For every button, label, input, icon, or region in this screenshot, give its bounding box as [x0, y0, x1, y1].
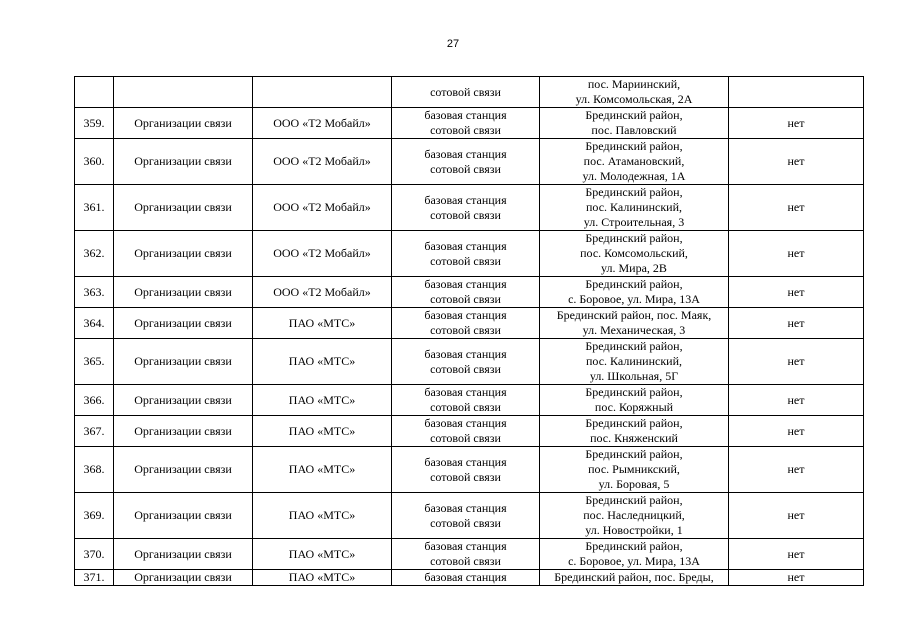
row-number	[75, 77, 114, 108]
address-line: Брединский район,	[585, 277, 683, 291]
object-line: базовая станция	[424, 454, 507, 469]
category-cell: Организации связи	[114, 339, 253, 385]
address-line: Брединский район,	[585, 447, 683, 461]
row-number: 365.	[75, 339, 114, 385]
object-line: базовая станция	[424, 570, 507, 584]
address-line: ул. Механическая, 3	[582, 323, 686, 337]
table-row	[75, 416, 864, 447]
status-cell: нет	[729, 231, 864, 277]
status-cell: нет	[729, 570, 864, 586]
address-cell	[540, 570, 729, 586]
table-row	[75, 447, 864, 493]
category-cell: Организации связи	[114, 185, 253, 231]
object-cell	[392, 277, 540, 308]
object-line: базовая станция	[424, 277, 507, 291]
status-cell	[729, 77, 864, 108]
address-line: Брединский район,	[585, 231, 683, 245]
address-line: Брединский район,	[585, 539, 683, 553]
registry-table	[74, 76, 864, 586]
address-cell	[540, 139, 729, 185]
address-line: Брединский район, пос. Бреды,	[554, 570, 714, 584]
registry-table-body	[75, 77, 864, 586]
object-cell	[392, 77, 540, 108]
table-row	[75, 339, 864, 385]
organization-cell: ПАО «МТС»	[253, 339, 392, 385]
status-cell: нет	[729, 308, 864, 339]
object-line: базовая станция	[424, 192, 507, 207]
address-line: пос. Атамановский,	[583, 154, 685, 168]
organization-cell: ООО «Т2 Мобайл»	[253, 108, 392, 139]
address-cell	[540, 539, 729, 570]
status-cell: нет	[729, 416, 864, 447]
address-line: ул. Строительная, 3	[583, 215, 685, 229]
address-line: Брединский район,	[585, 185, 683, 199]
status-cell: нет	[729, 339, 864, 385]
object-line: сотовой связи	[430, 361, 501, 376]
object-line: базовая станция	[424, 346, 507, 361]
object-line: базовая станция	[424, 416, 507, 430]
table-row	[75, 570, 864, 586]
object-line: базовая станция	[424, 238, 507, 253]
organization-cell	[253, 77, 392, 108]
organization-cell: ООО «Т2 Мобайл»	[253, 185, 392, 231]
row-number: 359.	[75, 108, 114, 139]
object-cell	[392, 493, 540, 539]
row-number: 369.	[75, 493, 114, 539]
table-row	[75, 308, 864, 339]
address-line: пос. Мариинский,	[587, 77, 681, 91]
status-cell: нет	[729, 493, 864, 539]
object-line: базовая станция	[424, 308, 507, 322]
row-number: 361.	[75, 185, 114, 231]
address-line: пос. Павловский	[591, 123, 677, 137]
address-line: Брединский район,	[585, 339, 683, 353]
address-line: пос. Коряжный	[594, 400, 674, 414]
object-line: сотовой связи	[430, 554, 501, 568]
address-line: пос. Комсомольский,	[580, 246, 688, 260]
row-number: 370.	[75, 539, 114, 570]
table-row	[75, 77, 864, 108]
address-cell	[540, 108, 729, 139]
organization-cell: ООО «Т2 Мобайл»	[253, 277, 392, 308]
category-cell: Организации связи	[114, 447, 253, 493]
address-line: ул. Новостройки, 1	[585, 523, 683, 537]
organization-cell: ПАО «МТС»	[253, 447, 392, 493]
address-line: Брединский район,	[585, 139, 683, 153]
organization-cell: ООО «Т2 Мобайл»	[253, 231, 392, 277]
object-line: сотовой связи	[430, 323, 501, 337]
address-line: ул. Мира, 2В	[601, 261, 667, 275]
category-cell: Организации связи	[114, 277, 253, 308]
address-cell	[540, 416, 729, 447]
category-cell	[114, 77, 253, 108]
object-line: сотовой связи	[430, 431, 501, 445]
row-number: 371.	[75, 570, 114, 586]
address-line: с. Боровое, ул. Мира, 13А	[568, 292, 700, 306]
table-row	[75, 385, 864, 416]
address-cell	[540, 385, 729, 416]
address-line: Брединский район,	[585, 493, 683, 507]
status-cell: нет	[729, 539, 864, 570]
table-row	[75, 277, 864, 308]
category-cell: Организации связи	[114, 416, 253, 447]
status-cell: нет	[729, 139, 864, 185]
address-line: Брединский район,	[585, 108, 683, 122]
object-line: сотовой связи	[430, 207, 501, 222]
address-cell	[540, 447, 729, 493]
object-cell	[392, 139, 540, 185]
organization-cell: ПАО «МТС»	[253, 570, 392, 586]
organization-cell: ПАО «МТС»	[253, 416, 392, 447]
object-line: базовая станция	[424, 500, 507, 515]
organization-cell: ПАО «МТС»	[253, 493, 392, 539]
category-cell: Организации связи	[114, 231, 253, 277]
address-cell	[540, 339, 729, 385]
object-cell	[392, 539, 540, 570]
category-cell: Организации связи	[114, 308, 253, 339]
row-number: 362.	[75, 231, 114, 277]
status-cell: нет	[729, 185, 864, 231]
row-number: 360.	[75, 139, 114, 185]
row-number: 368.	[75, 447, 114, 493]
object-cell	[392, 447, 540, 493]
object-line: сотовой связи	[430, 515, 501, 530]
object-line: сотовой связи	[430, 292, 501, 306]
address-line: Брединский район, пос. Маяк,	[556, 308, 712, 322]
object-line: сотовой связи	[430, 253, 501, 268]
object-cell	[392, 185, 540, 231]
status-cell: нет	[729, 277, 864, 308]
address-line: Брединский район,	[585, 416, 683, 430]
address-cell	[540, 185, 729, 231]
address-line: ул. Молодежная, 1А	[582, 169, 686, 183]
address-line: пос. Калининский,	[586, 200, 682, 214]
row-number: 367.	[75, 416, 114, 447]
status-cell: нет	[729, 447, 864, 493]
object-cell	[392, 308, 540, 339]
object-cell	[392, 416, 540, 447]
address-line: ул. Боровая, 5	[598, 477, 670, 491]
table-row	[75, 231, 864, 277]
row-number: 363.	[75, 277, 114, 308]
category-cell: Организации связи	[114, 139, 253, 185]
category-cell: Организации связи	[114, 570, 253, 586]
address-cell	[540, 77, 729, 108]
object-line: сотовой связи	[430, 400, 501, 414]
object-line: сотовой связи	[430, 84, 501, 99]
address-line: с. Боровое, ул. Мира, 13А	[568, 554, 700, 568]
object-cell	[392, 339, 540, 385]
object-cell	[392, 385, 540, 416]
category-cell: Организации связи	[114, 108, 253, 139]
address-line: ул. Школьная, 5Г	[589, 369, 679, 383]
category-cell: Организации связи	[114, 385, 253, 416]
object-cell	[392, 570, 540, 586]
table-row	[75, 493, 864, 539]
organization-cell: ПАО «МТС»	[253, 385, 392, 416]
address-line: пос. Княженский	[590, 431, 678, 445]
status-cell: нет	[729, 108, 864, 139]
row-number: 364.	[75, 308, 114, 339]
category-cell: Организации связи	[114, 539, 253, 570]
object-cell	[392, 108, 540, 139]
table-row	[75, 539, 864, 570]
object-line: базовая станция	[424, 385, 507, 399]
address-line: ул. Комсомольская, 2А	[575, 92, 693, 106]
organization-cell: ПАО «МТС»	[253, 539, 392, 570]
row-number: 366.	[75, 385, 114, 416]
address-line: пос. Рымникский,	[588, 462, 680, 476]
object-line: базовая станция	[424, 539, 507, 553]
object-line: базовая станция	[424, 108, 507, 122]
object-cell	[392, 231, 540, 277]
status-cell: нет	[729, 385, 864, 416]
address-line: пос. Калининский,	[586, 354, 682, 368]
address-cell	[540, 277, 729, 308]
category-cell: Организации связи	[114, 493, 253, 539]
table-row	[75, 139, 864, 185]
table-row	[75, 108, 864, 139]
organization-cell: ПАО «МТС»	[253, 308, 392, 339]
object-line: базовая станция	[424, 146, 507, 161]
address-line: пос. Наследницкий,	[583, 508, 685, 522]
table-row	[75, 185, 864, 231]
object-line: сотовой связи	[430, 161, 501, 176]
address-line: Брединский район,	[585, 385, 683, 399]
page-number: 27	[446, 38, 460, 50]
object-line: сотовой связи	[430, 469, 501, 484]
organization-cell: ООО «Т2 Мобайл»	[253, 139, 392, 185]
address-cell	[540, 308, 729, 339]
address-cell	[540, 493, 729, 539]
address-cell	[540, 231, 729, 277]
object-line: сотовой связи	[430, 123, 501, 137]
